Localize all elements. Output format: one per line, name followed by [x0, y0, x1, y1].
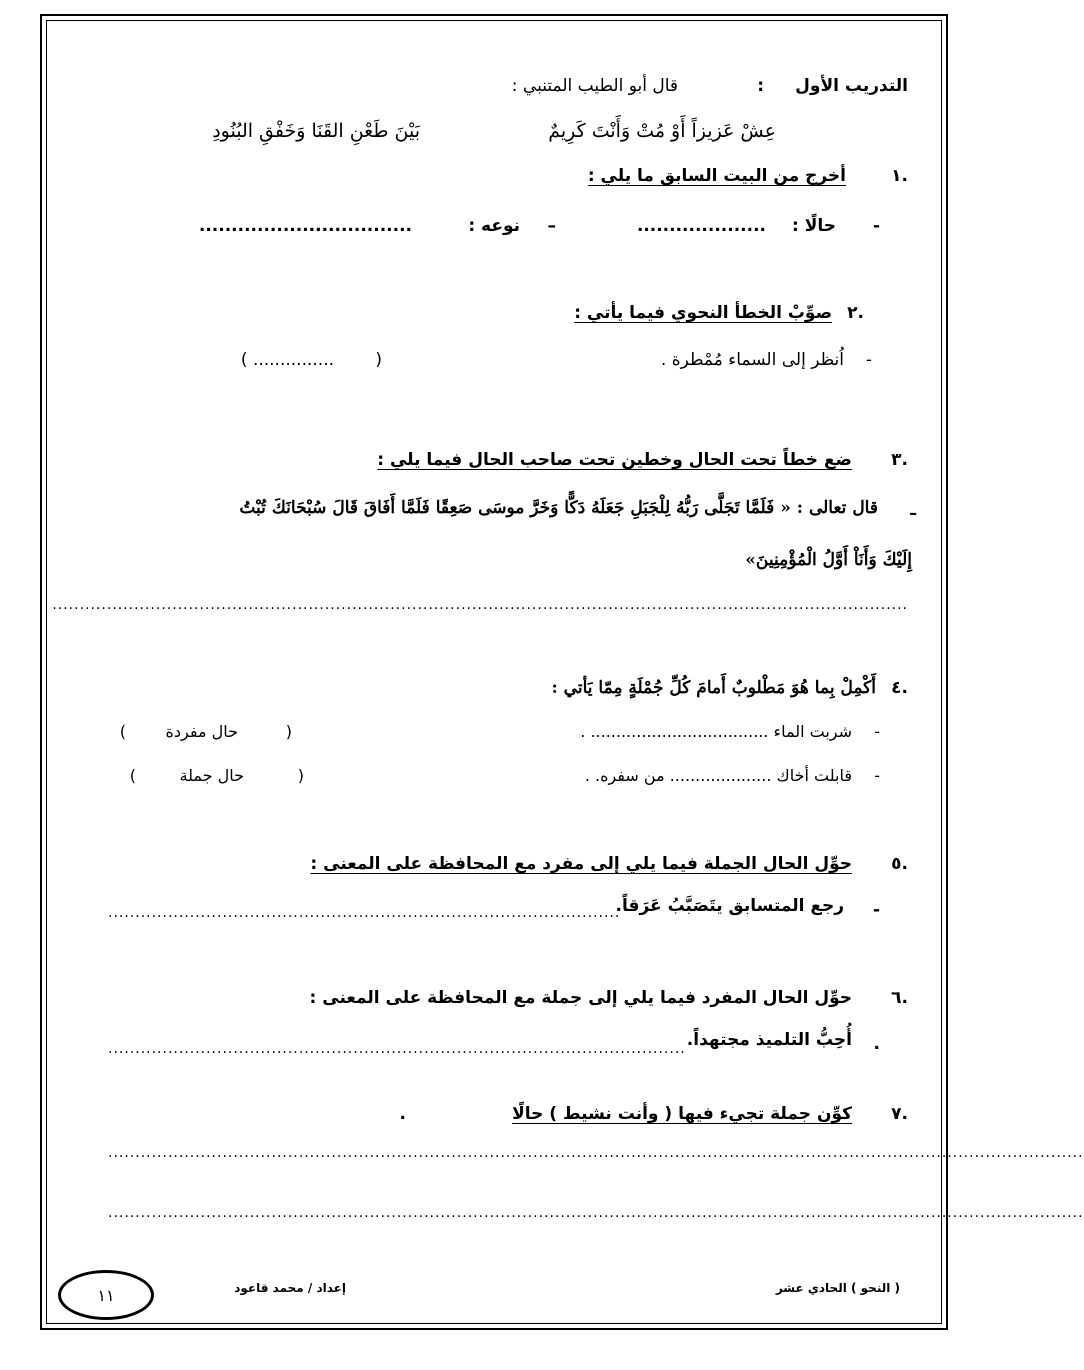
q3-dash: ـ: [910, 500, 916, 520]
q2-open-paren: (: [375, 350, 382, 370]
q6-sentence: أُحِبُّ التلميذ مجتهداً.: [686, 1030, 852, 1050]
q1-instruction: أخرج من البيت السابق ما يلي :: [587, 166, 846, 186]
q4-item1-close-paren: ): [119, 722, 126, 741]
q3-instruction: ضع خطاً تحت الحال وخطين تحت صاحب الحال فيما يلي :: [377, 450, 852, 470]
q7-answer-line-1[interactable]: ...................................................................................................................................................................................: [108, 1145, 1084, 1161]
q1-type-answer[interactable]: .................................: [198, 216, 412, 236]
q4-item1-hint: حال مفردة: [165, 722, 238, 741]
page-number-oval: [58, 1270, 154, 1320]
q7-number: .٧: [891, 1104, 908, 1124]
footer-subject: ( النحو ) الحادي عشر: [775, 1281, 900, 1295]
q7-tail: .: [399, 1104, 406, 1124]
q3-verse-line1: قال تعالى : « فَلَمَّا تَجَلَّى رَبُّهُ لِلْجَبَلِ جَعَلَهُ دَكًّا وَخَرَّ موسَى صَعِقًا فَلَمَّا أَفَاقَ قَالَ سُبْحَانَكَ تُبْتُ: [239, 498, 878, 518]
q1-haal-label: حالًا :: [791, 216, 836, 236]
page-number: ١١: [97, 1285, 115, 1305]
q6-number: .٦: [891, 988, 908, 1008]
q1-haal-answer[interactable]: ....................: [636, 216, 766, 236]
verse-first-hemistich: عِشْ عَزيزاً أَوْ مُتْ وَأَنْتَ كَرِيمٌ: [548, 120, 776, 142]
q4-item2-close-paren: ): [129, 766, 136, 785]
q3-number: .٣: [891, 450, 908, 470]
q4-item2-hint: حال جملة: [179, 766, 244, 785]
q5-dash: -: [872, 900, 880, 920]
q5-instruction: حوِّل الحال الجملة فيما يلي إلى مفرد مع المحافظة على المعنى :: [310, 854, 852, 874]
q1-separator: –: [547, 216, 556, 236]
q7-answer-line-2[interactable]: ...................................................................................................................................................................................: [108, 1205, 1084, 1221]
footer-author: إعداد / محمد قاعود: [234, 1281, 346, 1295]
q2-number: .٢: [847, 303, 864, 323]
q4-instruction: أَكْمِلْ بِما هُوَ مَطْلوبٌ أَمامَ كُلِّ جُمْلَةٍ مِمّا يَأتي :: [551, 678, 876, 698]
q3-verse-line2: إِلَيْكَ وَأَنَاْ أَوَّلُ الْمُؤْمِنِينَ»: [745, 550, 912, 570]
q3-answer-line[interactable]: .............................................................................................................................................................: [52, 597, 908, 613]
q6-dash: .: [873, 1034, 880, 1054]
q4-item1-sentence[interactable]: شربت الماء ................................... .: [580, 722, 852, 741]
exercise-title-colon: :: [757, 76, 764, 96]
q2-instruction: صوِّبْ الخطأ النحوي فيما يأتي :: [574, 303, 832, 323]
q6-instruction: حوِّل الحال المفرد فيما يلي إلى جملة مع المحافظة على المعنى :: [309, 988, 852, 1008]
q4-item2-sentence[interactable]: قابلت أخاك .................... من سفره. .: [584, 766, 852, 785]
q1-number: .١: [891, 166, 908, 186]
q2-dash: -: [865, 350, 872, 370]
q6-answer-line[interactable]: ..........................................................................................................: [108, 1041, 686, 1057]
q1-type-label: نوعه :: [468, 216, 520, 236]
q4-item2-dash: -: [874, 766, 880, 785]
q4-item2-open-paren: (: [297, 766, 304, 785]
q1-dash: -: [872, 216, 880, 236]
q5-number: .٥: [891, 854, 908, 874]
exercise-title: التدريب الأول: [795, 76, 908, 96]
q5-sentence: رجع المتسابق يتَصَبَّبُ عَرَقاً.: [615, 896, 844, 916]
q2-answer-field[interactable]: ............... ): [240, 350, 334, 370]
q4-item1-dash: -: [874, 722, 880, 741]
verse-second-hemistich: بَيْنَ طَعْنِ القَنَا وَخَفْقِ البُنُودِ: [212, 120, 420, 142]
q4-number: .٤: [891, 678, 908, 698]
poet-intro: قال أبو الطيب المتنبي :: [511, 76, 678, 96]
q4-item1-open-paren: (: [285, 722, 292, 741]
q2-sentence: اُنظر إلى السماء مُمْطرة .: [660, 350, 844, 370]
q7-instruction: كوِّن جملة تجيء فيها ( وأنت نشيط ) حالًا: [512, 1104, 852, 1124]
q5-answer-line[interactable]: ..............................................................................................: [108, 905, 621, 921]
